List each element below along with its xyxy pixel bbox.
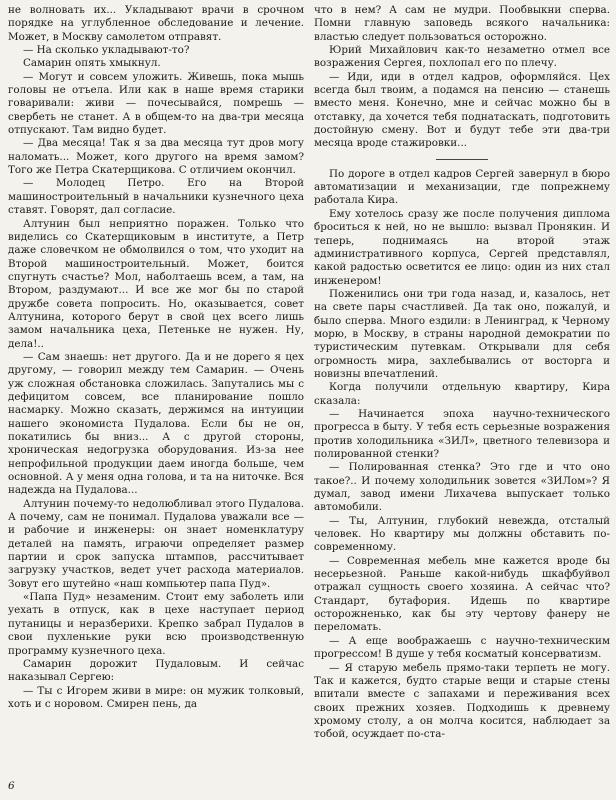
paragraph: — Могут и совсем уложить. Живешь, пока мышь головы не отъела. Или как в наше время старики говаривали: живи — почесывайся, помрешь — свербеть не станет. А в общем-то на два-три месяца отпускают. Там видно будет. xyxy=(8,70,304,137)
paragraph: — А еще воображаешь с научно-техническим прогрессом! В душе у тебя косматый консерватизм. xyxy=(314,634,610,661)
paragraph: — Ты, Алтунин, глубокий невежда, отсталый человек. Но квартиру мы должны обставить по-современному. xyxy=(314,514,610,554)
left-column xyxy=(8,4,304,778)
paragraph: — Начинается эпоха научно-технического прогресса в быту. У тебя есть серьезные возражения против холодильника «ЗИЛ», цветного телевизора и полированной стенки? xyxy=(314,407,610,460)
paragraph: Когда получили отдельную квартиру, Кира сказала: xyxy=(314,381,610,407)
paragraph: не волновать их... Укладывают врачи в срочном порядке на углубленное обследование и лечение. Может, в Москву самолетом отправят. xyxy=(8,4,304,43)
paragraph: — Полированная стенка? Это где и что оно такое?.. И почему холодильник зовется «ЗИЛом»? Я думал, завод имени Лихачева выпускает только автомобили. xyxy=(314,461,610,514)
paragraph: — Я старую мебель прямо-таки терпеть не могу. Так и кажется, будто старые вещи и старые стены впитали вместе с запахами и переживания всех своих прежних хозяев. Подходишь к древнему хромому столу, а он молча косится, наблюдает за тобой, осуждает по-ста- xyxy=(314,661,610,741)
paragraph: Поженились они три года назад, и, казалось, нет на свете пары счастливей. Да так оно, пожалуй, и было сперва. Много ездили: в Ленинград, к Черному морю, в Москву, в страны народной демократии по туристическим путевкам. Открывали для себя огромность мира, захлебывались от восторга и новизны впечатлений. xyxy=(314,287,610,380)
paragraph: — Ты с Игорем живи в мире: он мужик толковый, хоть и с норовом. Смирен пень, да xyxy=(8,684,304,710)
paragraph: — Сам знаешь: нет другого. Да и не дорего я цех другому, — говорил между тем Самарин. — Очень уж сложная обстановка сложилась. Запутались мы с дефицитом совсем, все планирование пошло насмарку. Можно сказать, держимся на интуиции нашего экономиста Пудалова. Если бы не он, покатились бы вниз... А с другой стороны, хроническая недогрузка оборудования. Из-за нее непрофильной продукции даем иногда больше, чем основной. А у меня одна голова, и та на ниточке. Вся надежда на Пудалова... xyxy=(8,350,304,497)
paragraph: — Молодец Петро. Его на Второй машиностроительный в начальники кузнечного цеха ставят. Говорят, дал согласие. xyxy=(8,177,304,217)
paragraph: По дороге в отдел кадров Сергей завернул в бюро автоматизации и механизации, где попрежнему работала Кира. xyxy=(314,167,610,207)
paragraph: что в нем? А сам не мудри. Пообвыкни сперва. Помни главную заповедь всякого начальника: властью следует пользоваться осторожно. xyxy=(314,4,610,43)
paragraph: — Два месяца! Так я за два месяца тут дров могу наломать... Может, кого другого на время замом? Того же Петра Скатерщикова. С отличием окончил. xyxy=(8,137,304,177)
section-separator xyxy=(436,159,488,160)
paragraph: Самарин опять хмыкнул. xyxy=(23,57,161,70)
paragraph: Юрий Михайлович как-то незаметно отмел все возражения Сергея, похлопал его по плечу. xyxy=(314,44,610,70)
paragraph: — На сколько укладывают-то? xyxy=(23,44,190,57)
paragraph: Самарин дорожит Пудаловым. И сейчас наказывал Сергею: xyxy=(8,657,304,684)
paragraph: Алтунин почему-то недолюбливал этого Пудалова. А почему, сам не понимал. Пудалова уважали все — и рабочие и инженеры: он знает номенклатуру деталей на память, играючи определяет размер партии и срок запуска штампов, рассчитывает загрузку участков, ведет учет расхода материалов. Зовут его шутейно «наш компьютер папа Пуд». xyxy=(8,497,304,590)
right-column-top-section xyxy=(314,4,610,151)
paragraph: — Иди, иди в отдел кадров, оформляйся. Цех всегда был твоим, а подамся на пенсию — станешь вместо меня. Конечно, мне и сейчас можно бы в отставку, да хочется тебя поднатаскать, подготовить достойную смену. Вот и будут тебе эти два-три месяца вроде стажировки... xyxy=(314,70,610,150)
paragraph: Алтунин был неприятно поражен. Только что виделись со Скатерщиковым в институте, а Петр даже словечком не обмолвился о том, что уходит на Второй машиностроительный. Может, боится спугнуть счастье? Мол, наболтаешь всем, а там, на Втором, раздумают... И все же мог бы по старой дружбе совета попросить. Но, оказывается, совет Алтунина, которого берут в свой цех всего лишь замом начальника цеха, Петеньке не нужен. Ну, дела!.. xyxy=(8,217,304,350)
right-column xyxy=(314,4,610,778)
paragraph: — Современная мебель мне кажется вроде бы несерьезной. Раньше какой-нибудь шкафбуйвол отражал сущность своего хозяина. А сейчас что? Стандарт, бутафория. Идешь по квартире осторожненько, как бы эту чертову фанеру не переломать. xyxy=(314,554,610,634)
page-number: 6 xyxy=(8,780,15,792)
paragraph: Ему хотелось сразу же после получения диплома броситься к ней, но не вышло: вызвал Пронякин. И теперь, поднимаясь на второй этаж административного корпуса, Сергей представлял, какой радостью осветится ее лицо: один из них стал инженером! xyxy=(314,207,610,287)
right-column-bottom-section xyxy=(314,168,610,742)
paragraph: «Папа Пуд» незаменим. Стоит ему заболеть или уехать в отпуск, как в цехе наступает период путаницы и неразберихи. Крепко забрал Пудалов в свои пухленькие руки всю производственную программу кузнечного цеха. xyxy=(8,591,304,657)
